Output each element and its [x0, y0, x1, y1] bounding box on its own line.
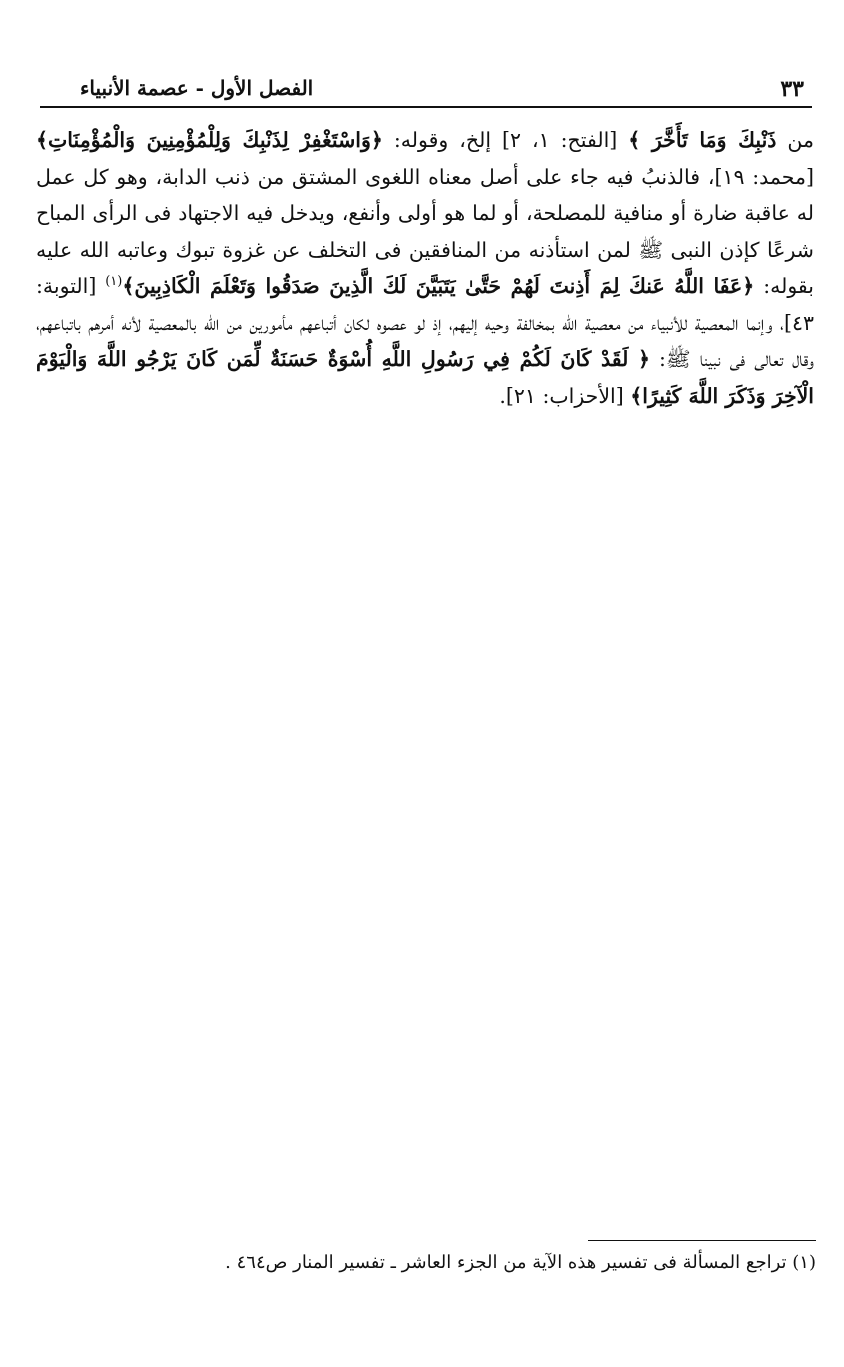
footnote-marker: (١) [105, 274, 123, 290]
text-run: من [776, 128, 814, 152]
footnote: (١) تراجع المسألة فى تفسير هذه الآية من الجزء العاشر ـ تفسير المنار ص٤٦٤ . [225, 1252, 816, 1273]
page-header [40, 72, 812, 108]
footnote-divider [588, 1240, 816, 1241]
text-run: [الأحزاب: ٢١]. [499, 383, 631, 408]
quran-verse: ذَنْبِكَ وَمَا تَأَخَّرَ ﴾ [628, 128, 777, 152]
text-run: [التوبة: ٤٣]، وإنما المعصية للأنبياء من معصية الله بمخالفة وحيه إليهم، إذ لو عصوه لكان أتباعهم مأمورين من الله بالمعصية لأنه أمرهم باتباعهم، وقال تعالى فى نبينا ﷺ: [36, 274, 814, 371]
page-number: ٣٣ [780, 76, 804, 102]
paragraph [36, 122, 814, 414]
quran-verse: ﴿عَفَا اللَّهُ عَنكَ لِمَ أَذِنتَ لَهُمْ حَتَّىٰ يَتَبَيَّنَ لَكَ الَّذِينَ صَدَقُوا وَتَعْلَمَ الْكَاذِبِينَ﴾ [122, 274, 755, 298]
text-run: [الفتح: ١، ٢] إلخ، وقوله: [382, 128, 629, 152]
running-title: الفصل الأول - عصمة الأنبياء [80, 76, 314, 100]
main-text [36, 122, 814, 414]
text-run: [محمد: ١٩]، فالذنبُ فيه جاء على أصل معناه اللغوى المشتق من ذنب الدابة، وهو كل عمل له عاقبة ضارة أو منافية للمصلحة، أو لما هو أولى وأنفع، ويدخل فيه الاجتهاد فى الرأى المباح شرعًا كإذن النبى ﷺ لمن استأذنه من المنافقين فى التخلف عن غزوة تبوك وعاتبه الله عليه بقوله: [36, 164, 815, 298]
quran-verse: ﴿ لَقَدْ كَانَ لَكُمْ فِي رَسُولِ اللَّهِ أُسْوَةٌ حَسَنَةٌ لِّمَن كَانَ يَرْجُو اللَّهَ وَالْيَوْمَ الْآخِرَ وَذَكَرَ اللَّهَ كَثِيرًا﴾ [36, 347, 814, 408]
quran-verse: ﴿وَاسْتَغْفِرْ لِذَنْبِكَ وَلِلْمُؤْمِنِينَ وَالْمُؤْمِنَاتِ﴾ [36, 128, 383, 152]
